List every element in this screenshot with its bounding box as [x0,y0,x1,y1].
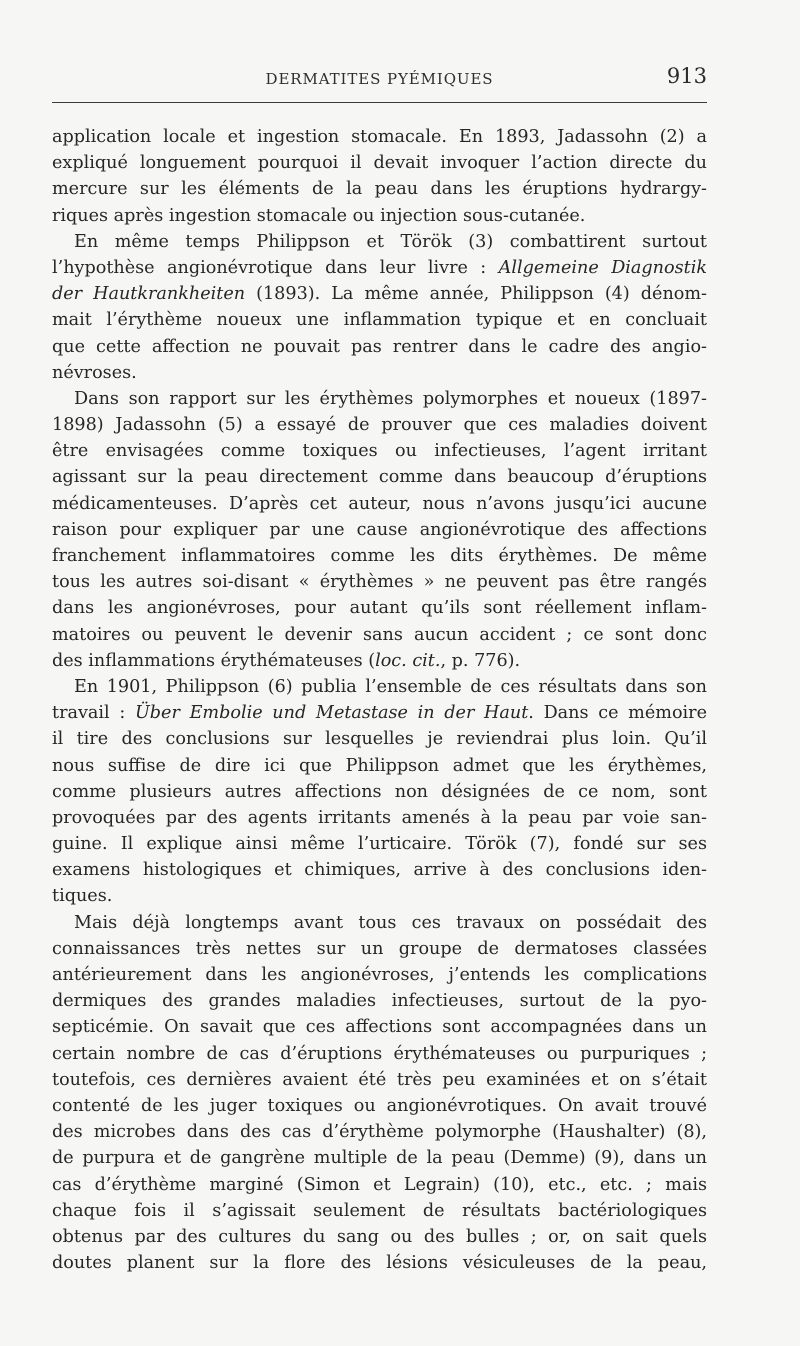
italic-title: Allgemeine Diagnostik [498,257,707,278]
text-run: il tire des conclusions sur lesquelles je reviendrai plus loin. Qu’il [52,729,707,750]
text-run: guine. Il explique ainsi même l’urticaire. Török (7), fondé sur ses [52,834,707,855]
text-line [52,543,707,569]
text-run: chaque fois il s’agissait seulement de résultats bactériologiques [52,1200,707,1221]
text-run: dans les angionévroses, pour autant qu’ils sont réellement inflam- [52,598,707,619]
text-run: 1898) Jadassohn (5) a essayé de prouver que ces maladies doivent [52,415,707,436]
text-run: médicamenteuses. D’après cet auteur, nous n’avons jusqu’ici aucune [52,493,707,514]
italic-title: der Hautkrankheiten [52,284,246,305]
text-line [52,595,707,621]
text-run: tiques. [52,886,113,907]
text-run: En 1901, Philippson (6) publia l’ensemble de ces résultats dans son [74,676,707,697]
paragraph-first-line [52,910,707,936]
text-line [52,1224,707,1250]
italic-title: loc. cit. [375,650,441,671]
paragraph-first-line [52,674,707,700]
text-line [52,307,707,333]
header-rule [52,102,707,103]
text-line [52,700,707,726]
running-head [52,64,707,94]
text-line [52,648,707,674]
text-run: tous les autres soi-disant « érythèmes » ne peuvent pas être rangés [52,572,707,593]
text-line [52,1014,707,1040]
paragraph-first-line [52,229,707,255]
text-run: . Dans ce mémoire [528,703,707,724]
text-run: , p. 776). [440,650,521,671]
text-run: (1893). La même année, Philippson (4) dénom- [245,284,707,305]
text-run: matoires ou peuvent le devenir sans aucun accident ; ce sont donc [52,624,707,645]
text-run: des inflammations érythémateuses ( [52,650,376,671]
text-line [52,176,707,202]
text-line [52,438,707,464]
text-run: agissant sur la peau directement comme dans beaucoup d’éruptions [52,467,707,488]
text-run: que cette affection ne pouvait pas rentrer dans le cadre des angio- [52,336,707,357]
text-run: examens histologiques et chimiques, arrive à des conclusions iden- [52,860,707,881]
text-run: névroses. [52,362,137,383]
text-run: dermiques des grandes maladies infectieuses, surtout de la pyo- [52,991,707,1012]
text-run: des microbes dans des cas d’érythème polymorphe (Haushalter) (8), [52,1122,707,1143]
text-line [52,569,707,595]
text-line [52,1145,707,1171]
text-run: Dans son rapport sur les érythèmes polymorphes et noueux (1897- [74,388,707,409]
text-run: être envisagées comme toxiques ou infectieuses, l’agent irritant [52,441,707,462]
text-line [52,1067,707,1093]
text-run: cas d’érythème marginé (Simon et Legrain) (10), etc., etc. ; mais [52,1174,707,1195]
text-line [52,334,707,360]
text-line [52,491,707,517]
text-run: contenté de les juger toxiques ou angionévrotiques. On avait trouvé [52,1095,707,1116]
text-line [52,255,707,281]
running-title: DERMATITES PYÉMIQUES [265,70,494,88]
text-line [52,988,707,1014]
text-run: comme plusieurs autres affections non désignées de ce nom, sont [52,781,707,802]
text-run: obtenus par des cultures du sang ou des bulles ; or, on sait quels [52,1226,707,1247]
text-line [52,962,707,988]
text-run: connaissances très nettes sur un groupe de dermatoses classées [52,938,707,959]
text-run: expliqué longuement pourquoi il devait invoquer l’action directe du [52,153,707,174]
page-number: 913 [666,64,707,88]
text-line [52,124,707,150]
text-run: septicémie. On savait que ces affections sont accompagnées dans un [52,1017,707,1038]
text-line [52,203,707,229]
text-line [52,883,707,909]
text-line [52,1119,707,1145]
text-run: Mais déjà longtemps avant tous ces travaux on possédait des [74,912,707,933]
text-line [52,464,707,490]
text-line [52,281,707,307]
text-run: riques après ingestion stomacale ou injection sous-cutanée. [52,205,586,226]
body-text [52,124,707,1276]
text-run: provoquées par des agents irritants amenés à la peau par voie san- [52,807,707,828]
text-run: antérieurement dans les angionévroses, j’entends les complications [52,965,707,985]
text-line [52,360,707,386]
text-line [52,857,707,883]
text-line [52,1041,707,1067]
text-run: l’hypothèse angionévrotique dans leur livre : [52,257,499,278]
italic-title: Über Embolie und Metastase in der Haut [134,703,529,724]
text-run: nous suffise de dire ici que Philippson admet que les érythèmes, [52,755,707,776]
text-run: de purpura et de gangrène multiple de la peau (Demme) (9), dans un [52,1148,707,1169]
text-line [52,831,707,857]
text-line [52,936,707,962]
text-run: certain nombre de cas d’éruptions érythémateuses ou purpuriques ; [52,1043,707,1064]
text-line [52,726,707,752]
paragraph-first-line [52,386,707,412]
text-run: mait l’érythème noueux une inflammation typique et en concluait [52,310,707,331]
text-run: franchement inflammatoires comme les dits érythèmes. De même [52,546,707,566]
text-line [52,517,707,543]
text-run: application locale et ingestion stomacale. En 1893, Jadassohn (2) a [52,127,707,147]
text-run: raison pour expliquer par une cause angionévrotique des affections [52,519,707,540]
text-run: doutes planent sur la flore des lésions vésiculeuses de la peau, [52,1253,707,1274]
text-line [52,150,707,176]
text-line [52,1250,707,1276]
text-run: En même temps Philippson et Török (3) combattirent surtout [74,231,707,252]
text-line [52,1198,707,1224]
text-line [52,622,707,648]
text-run: travail : [52,703,135,724]
text-run: toutefois, ces dernières avaient été très peu examinées et on s’était [52,1069,707,1090]
text-line [52,1093,707,1119]
text-line [52,1172,707,1198]
text-line [52,779,707,805]
text-run: mercure sur les éléments de la peau dans les éruptions hydrargy- [52,179,707,200]
text-line [52,753,707,779]
text-line [52,805,707,831]
text-line [52,412,707,438]
